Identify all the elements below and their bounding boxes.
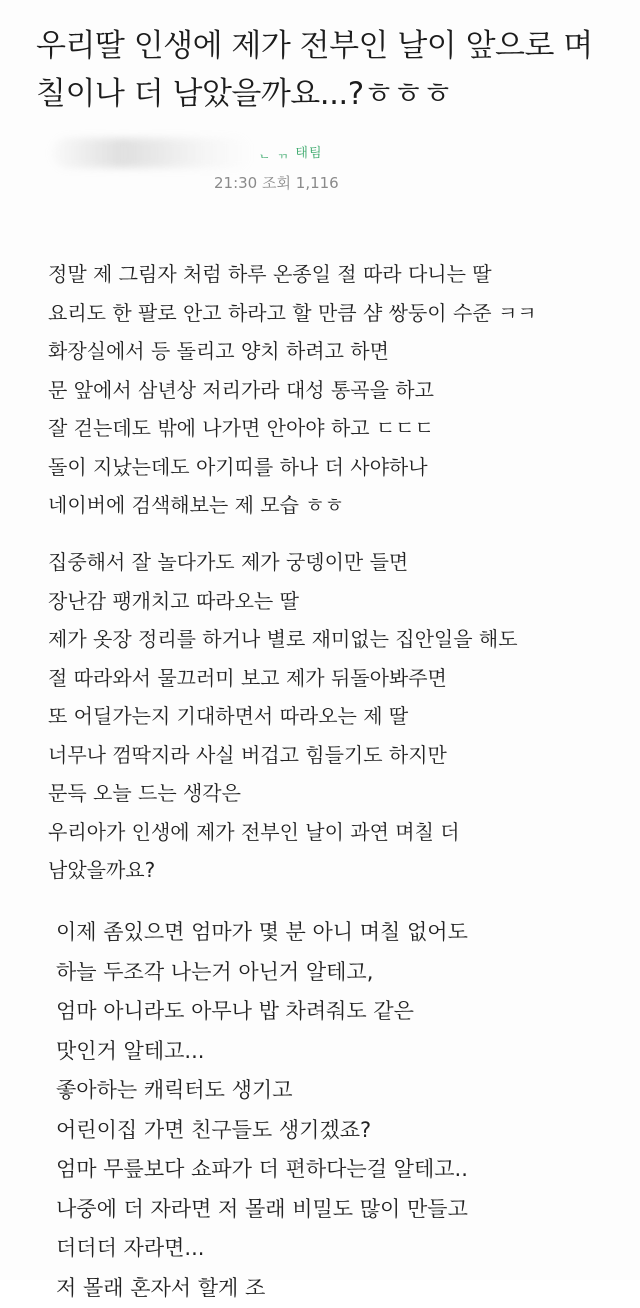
author-tag[interactable]: ᆫ ᆩ 태팀 (258, 142, 323, 161)
body-line: 정말 제 그림자 처럼 하루 온종일 절 따라 다니는 딸 (48, 255, 618, 294)
body-line: 하늘 두조각 나는거 아닌거 알테고, (56, 953, 626, 993)
post-meta (52, 130, 412, 200)
body-line: 장난감 팽개치고 따라오는 딸 (48, 582, 618, 621)
body-line: 너무나 껌딱지라 사실 버겁고 힘들기도 하지만 (48, 736, 618, 775)
body-line: 더더더 자라면... (56, 1229, 626, 1269)
views-count: 1,116 (296, 174, 339, 192)
body-line: 절 따라와서 물끄러미 보고 제가 뒤돌아봐주면 (48, 659, 618, 698)
body-line: 문득 오늘 드는 생각은 (48, 774, 618, 813)
body-line: 우리아가 인생에 제가 전부인 날이 과연 며칠 더 (48, 813, 618, 852)
body-line: 엄마 무릎보다 쇼파가 더 편하다는걸 알테고.. (56, 1150, 626, 1190)
post-meta-info (214, 172, 339, 193)
body-line: 제가 옷장 정리를 하거나 별로 재미없는 집안일을 해도 (48, 620, 618, 659)
body-line: 저 몰래 혼자서 할게 조 (56, 1269, 626, 1308)
body-line: 맛인거 알테고... (56, 1032, 626, 1072)
body-line: 어린이집 가면 친구들도 생기겠죠? (56, 1111, 626, 1151)
body-line: 남았을까요? (48, 851, 618, 890)
body-line: 네이버에 검색해보는 제 모습 ㅎㅎ (48, 486, 618, 525)
body-line: 또 어딜가는지 기대하면서 따라오는 제 딸 (48, 697, 618, 736)
views-label: 조회 (262, 174, 291, 192)
body-line: 좋아하는 캐릭터도 생기고 (56, 1071, 626, 1111)
body-line: 문 앞에서 삼년상 저리가라 대성 통곡을 하고 (48, 371, 618, 410)
body-line: 잘 걷는데도 밖에 나가면 안아야 하고 ㄷㄷㄷ (48, 409, 618, 448)
post-body-paragraph-2 (48, 543, 618, 890)
body-line: 요리도 한 팔로 안고 하라고 할 만큼 샴 쌍둥이 수준 ㅋㅋ (48, 294, 618, 333)
body-line: 엄마 아니라도 아무나 밥 차려줘도 같은 (56, 992, 626, 1032)
body-line: 돌이 지났는데도 아기띠를 하나 더 사야하나 (48, 448, 618, 487)
post-body-paragraph-3 (56, 913, 626, 1308)
post-title: 우리딸 인생에 제가 전부인 날이 앞으로 며칠이나 더 남았을까요...?ㅎㅎㅎ (36, 22, 616, 118)
post-body-paragraph-1 (48, 255, 618, 525)
body-line: 이제 좀있으면 엄마가 몇 분 아니 며칠 없어도 (56, 913, 626, 953)
author-name-blurred (52, 138, 252, 168)
body-line: 나중에 더 자라면 저 몰래 비밀도 많이 만들고 (56, 1190, 626, 1230)
body-line: 집중해서 잘 놀다가도 제가 궁뎅이만 들면 (48, 543, 618, 582)
body-line: 화장실에서 등 돌리고 양치 하려고 하면 (48, 332, 618, 371)
post-time: 21:30 (214, 174, 257, 192)
